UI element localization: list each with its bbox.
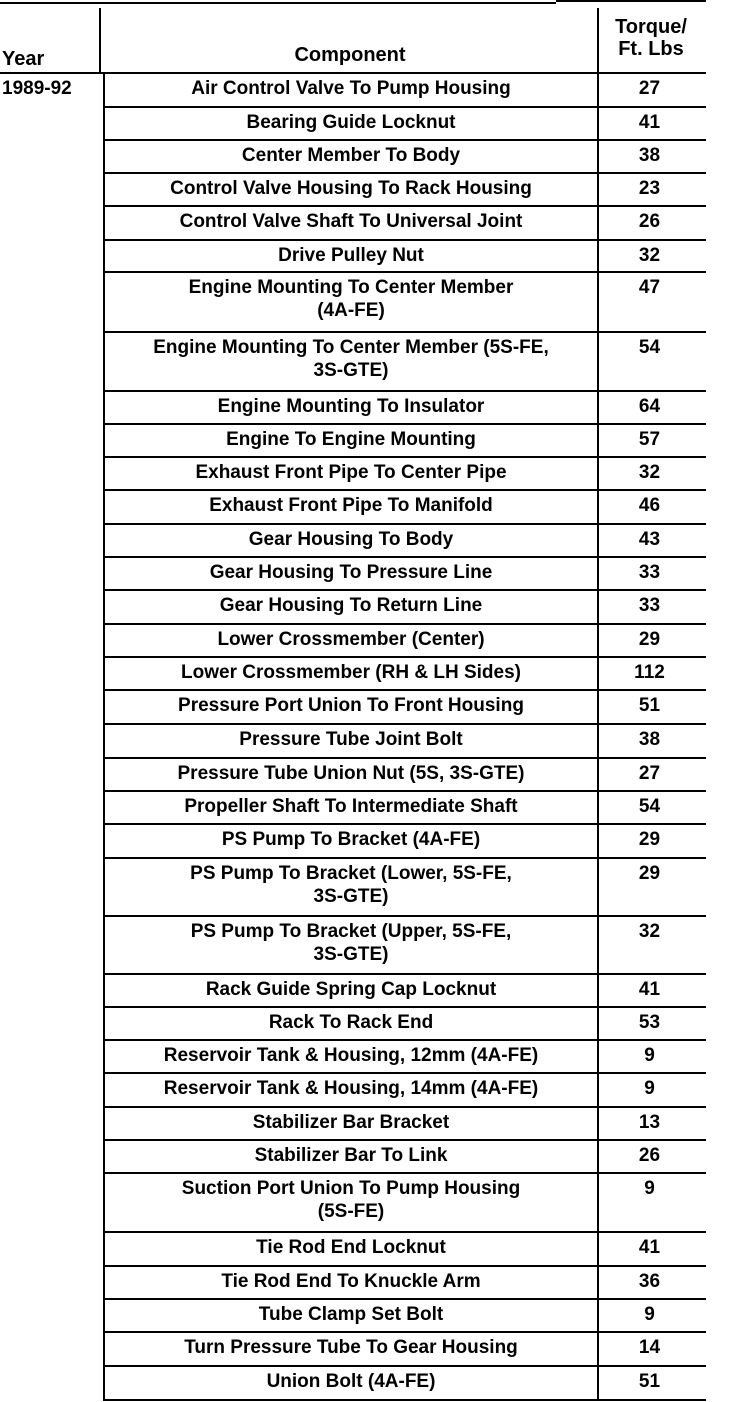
year-value: 1989-92 xyxy=(2,78,72,99)
component-header: Component xyxy=(294,44,406,66)
table-row xyxy=(103,1233,706,1267)
component-cell: Reservoir Tank & Housing, 12mm (4A-FE) xyxy=(103,1041,599,1072)
component-cell: Pressure Port Union To Front Housing xyxy=(103,691,599,723)
component-cell: Gear Housing To Return Line xyxy=(103,591,599,623)
torque-header-line1: Torque/ xyxy=(615,16,687,38)
torque-header-line2: Ft. Lbs xyxy=(618,38,684,60)
component-cell: Control Valve Shaft To Universal Joint xyxy=(103,207,599,239)
component-cell: Gear Housing To Body xyxy=(103,525,599,556)
table-row xyxy=(103,333,706,392)
torque-cell: 38 xyxy=(638,145,661,166)
component-cell: Rack To Rack End xyxy=(103,1008,599,1039)
table-row xyxy=(103,691,706,725)
torque-cell: 51 xyxy=(638,1371,661,1392)
torque-cell: 29 xyxy=(638,829,661,850)
table-row xyxy=(103,759,706,792)
component-cell: PS Pump To Bracket (Lower, 5S-FE, 3S-GTE) xyxy=(103,859,599,915)
torque-cell: 9 xyxy=(644,1045,655,1066)
table-row xyxy=(103,1008,706,1041)
component-cell: Lower Crossmember (RH & LH Sides) xyxy=(103,658,599,689)
torque-cell: 26 xyxy=(638,1145,661,1166)
component-cell: Tie Rod End To Knuckle Arm xyxy=(103,1267,599,1298)
component-cell: Propeller Shaft To Intermediate Shaft xyxy=(103,792,599,823)
table-row xyxy=(103,1141,706,1174)
torque-cell: 51 xyxy=(638,695,661,716)
table-row xyxy=(103,1267,706,1300)
component-cell: Gear Housing To Pressure Line xyxy=(103,558,599,589)
table-row xyxy=(103,74,706,108)
torque-cell: 57 xyxy=(638,429,661,450)
torque-cell: 32 xyxy=(638,462,661,483)
component-cell: Lower Crossmember (Center) xyxy=(103,625,599,656)
component-cell: Air Control Valve To Pump Housing xyxy=(103,74,599,106)
table-row xyxy=(103,1333,706,1367)
component-cell: PS Pump To Bracket (Upper, 5S-FE, 3S-GTE) xyxy=(103,917,599,973)
component-cell: Pressure Tube Union Nut (5S, 3S-GTE) xyxy=(103,759,599,790)
component-cell: Exhaust Front Pipe To Manifold xyxy=(103,491,599,523)
table-row xyxy=(103,625,706,658)
component-cell: Drive Pulley Nut xyxy=(103,241,599,271)
table-row xyxy=(103,558,706,591)
torque-cell: 26 xyxy=(638,211,661,232)
torque-cell: 47 xyxy=(638,277,661,298)
table-row xyxy=(103,141,706,174)
torque-cell: 9 xyxy=(644,1304,655,1325)
table-row xyxy=(103,108,706,141)
component-cell: Engine Mounting To Center Member (4A-FE) xyxy=(103,273,599,331)
torque-cell: 9 xyxy=(644,1078,655,1099)
torque-cell: 38 xyxy=(638,729,661,750)
table-row xyxy=(103,1300,706,1333)
torque-cell: 32 xyxy=(638,921,661,942)
table-row xyxy=(103,1041,706,1074)
torque-cell: 33 xyxy=(638,562,661,583)
top-rule-right xyxy=(556,0,706,2)
table-row xyxy=(103,1367,706,1401)
torque-cell: 41 xyxy=(638,979,661,1000)
table-row xyxy=(103,525,706,558)
component-cell: Suction Port Union To Pump Housing (5S-FE) xyxy=(103,1174,599,1231)
torque-cell: 29 xyxy=(638,863,661,884)
torque-cell: 36 xyxy=(638,1271,661,1292)
table-row xyxy=(103,825,706,859)
table-row xyxy=(103,207,706,241)
table-row xyxy=(103,1174,706,1233)
torque-cell: 112 xyxy=(634,662,665,683)
component-cell: Center Member To Body xyxy=(103,141,599,172)
torque-cell: 53 xyxy=(638,1012,661,1033)
top-rule xyxy=(0,2,556,4)
table-row xyxy=(103,174,706,207)
table-row xyxy=(103,1074,706,1108)
year-header: Year xyxy=(2,48,45,70)
component-cell: Turn Pressure Tube To Gear Housing xyxy=(103,1333,599,1365)
table-row xyxy=(103,917,706,975)
table-row xyxy=(103,792,706,825)
table-row xyxy=(103,392,706,425)
torque-cell: 46 xyxy=(638,495,661,516)
torque-cell: 9 xyxy=(644,1178,655,1199)
table-row xyxy=(103,658,706,691)
component-cell: Tie Rod End Locknut xyxy=(103,1233,599,1265)
torque-cell: 64 xyxy=(638,396,661,417)
torque-cell: 54 xyxy=(638,796,661,817)
torque-cell: 54 xyxy=(638,337,661,358)
component-cell: Rack Guide Spring Cap Locknut xyxy=(103,975,599,1006)
table-row xyxy=(103,591,706,625)
component-cell: Control Valve Housing To Rack Housing xyxy=(103,174,599,205)
torque-cell: 14 xyxy=(638,1337,661,1358)
component-cell: Stabilizer Bar To Link xyxy=(103,1141,599,1172)
table-row xyxy=(103,425,706,458)
torque-cell: 43 xyxy=(638,529,661,550)
table-row xyxy=(103,458,706,491)
component-cell: Exhaust Front Pipe To Center Pipe xyxy=(103,458,599,489)
table-row xyxy=(103,1108,706,1141)
component-cell: Tube Clamp Set Bolt xyxy=(103,1300,599,1331)
component-cell: Engine Mounting To Center Member (5S-FE, 3S-GTE) xyxy=(103,333,599,390)
torque-cell: 32 xyxy=(638,245,661,266)
component-cell: Reservoir Tank & Housing, 14mm (4A-FE) xyxy=(103,1074,599,1106)
torque-cell: 13 xyxy=(638,1112,661,1133)
component-cell: Bearing Guide Locknut xyxy=(103,108,599,139)
torque-cell: 33 xyxy=(638,595,661,616)
torque-cell: 27 xyxy=(638,763,661,784)
torque-cell: 41 xyxy=(638,112,661,133)
torque-table xyxy=(103,74,706,1401)
torque-cell: 23 xyxy=(638,178,661,199)
table-row xyxy=(103,859,706,917)
table-row xyxy=(103,241,706,273)
component-cell: PS Pump To Bracket (4A-FE) xyxy=(103,825,599,857)
torque-cell: 27 xyxy=(638,78,661,99)
component-cell: Engine To Engine Mounting xyxy=(103,425,599,456)
component-cell: Engine Mounting To Insulator xyxy=(103,392,599,423)
table-row xyxy=(103,491,706,525)
table-row xyxy=(103,273,706,333)
torque-cell: 29 xyxy=(638,629,661,650)
table-row xyxy=(103,725,706,759)
component-cell: Stabilizer Bar Bracket xyxy=(103,1108,599,1139)
table-row xyxy=(103,975,706,1008)
component-cell: Pressure Tube Joint Bolt xyxy=(103,725,599,757)
component-cell: Union Bolt (4A-FE) xyxy=(103,1367,599,1399)
torque-header xyxy=(596,16,706,60)
torque-cell: 41 xyxy=(638,1237,661,1258)
